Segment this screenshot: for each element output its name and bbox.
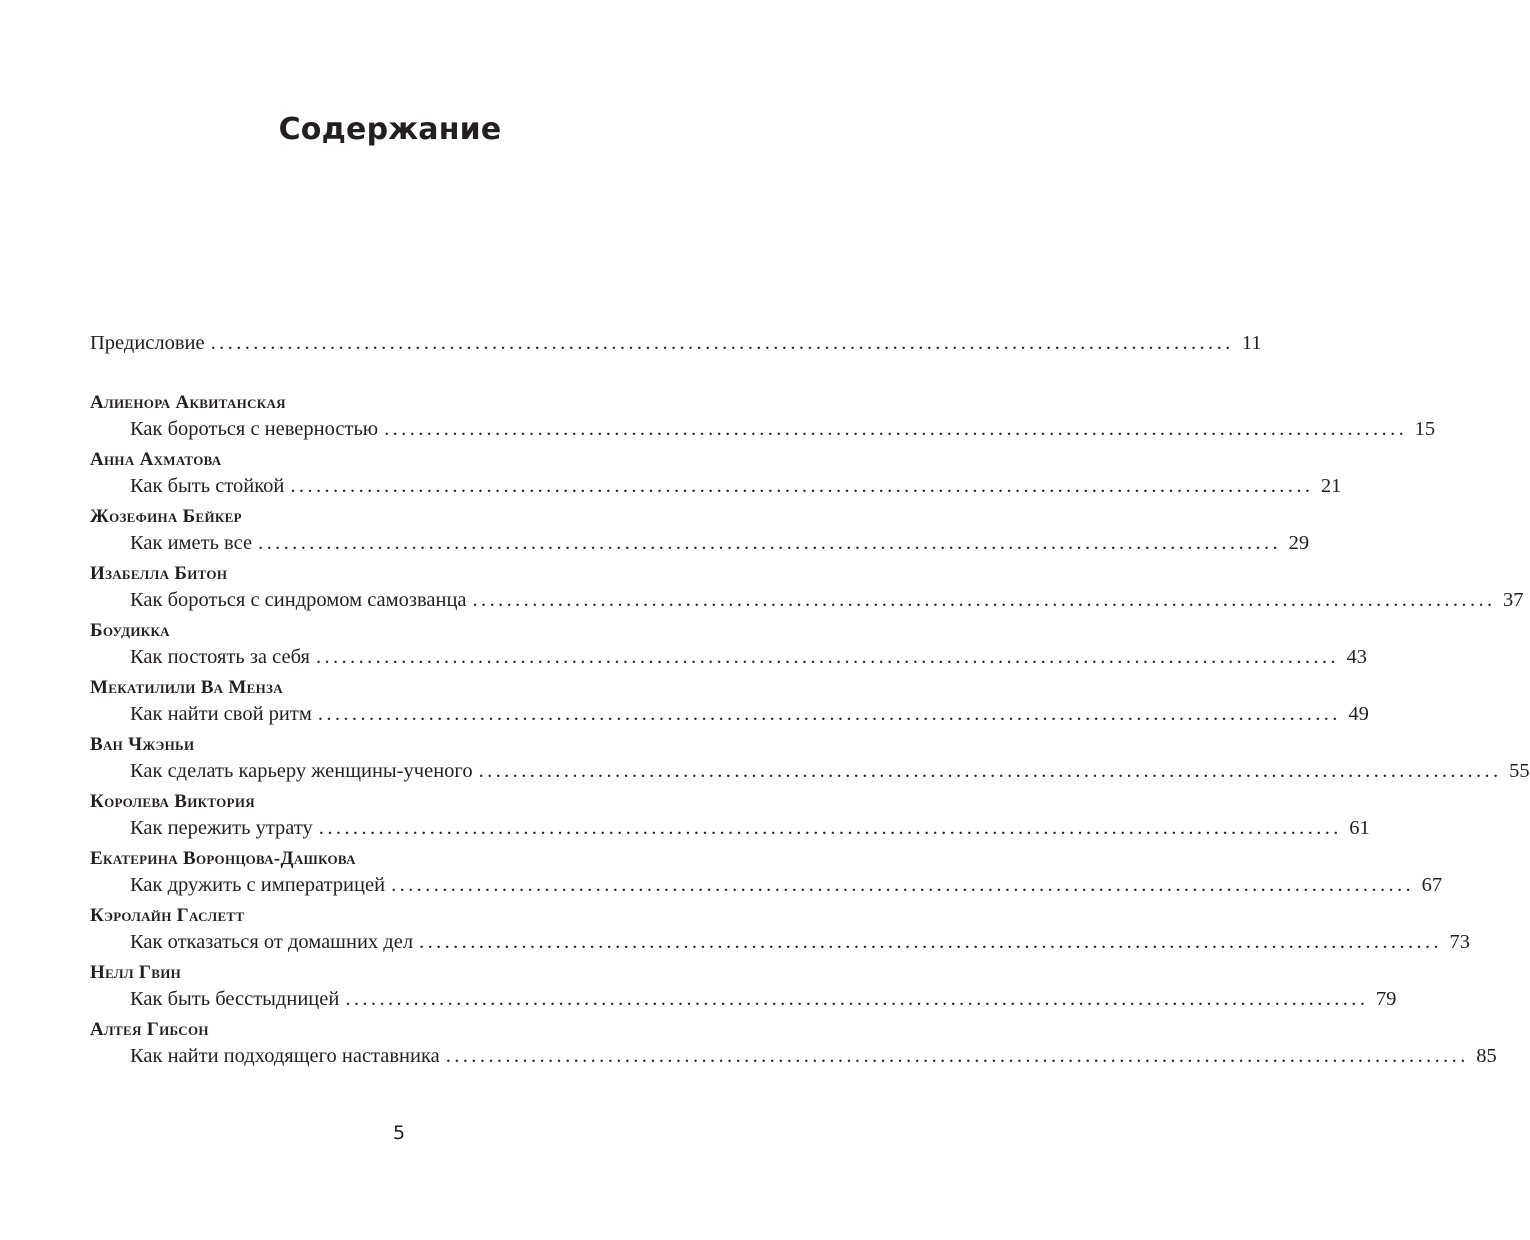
toc-chapter-title: Как иметь все [130,532,253,554]
toc-chapter-row [90,530,1310,556]
toc-chapter-row [90,644,1367,670]
toc-chapter-title: Как дружить с императрицей [130,874,386,896]
toc-chapter-page: 55 [1509,760,1530,782]
toc-entry [90,505,1310,556]
toc-chapter-row [90,758,1530,784]
toc-chapter-title: Как бороться с неверностью [130,418,379,440]
toc-author: Ван Чжэньи [90,734,195,755]
toc-chapter-page: 73 [1449,931,1471,953]
toc-chapter-page: 49 [1348,703,1369,725]
toc-entry [90,619,1367,670]
toc-author: Королева Виктория [90,791,255,812]
toc-entry [90,733,1530,784]
toc-author: Мекатилили Ва Менза [90,677,283,698]
toc-chapter-row [90,815,1370,841]
toc-chapter-page: 61 [1349,817,1370,839]
toc-chapter-row [90,416,1436,442]
toc-chapter-title: Как пережить утрату [130,817,313,839]
toc-chapter-page: 29 [1288,532,1310,554]
toc-chapter-title: Как отказаться от домашних дел [130,931,414,953]
toc-leader-dots: ........................................................................................................................ [345,988,1369,1010]
toc-author: Екатерина Воронцова-Дашкова [90,848,356,869]
page-title: Содержание [278,112,502,147]
toc-leader-dots: ........................................................................................................................ [391,874,1415,896]
toc-entry [90,1018,1497,1069]
toc-chapter-title: Как найти подходящего наставника [130,1045,440,1067]
toc-chapter-title: Как найти свой ритм [130,703,312,725]
toc-entry [90,904,1471,955]
toc-author: Анна Ахматова [90,449,222,470]
toc-author: Жозефина Бейкер [90,506,242,527]
toc-leader-dots: ........................................................................................................................ [445,1045,1469,1067]
toc-leader-dots: ........................................................................................................................ [258,532,1282,554]
toc-author: Изабелла Битон [90,563,228,584]
toc-preface-row [90,330,1262,356]
toc-leader-dots: ........................................................................................................................ [384,418,1408,440]
toc-chapter-row [90,1043,1497,1069]
toc-author: Боудикка [90,620,170,641]
toc-chapter-page: 43 [1346,646,1367,668]
toc-chapter-row [90,986,1397,1012]
toc-author: Алиенора Аквитанская [90,392,286,413]
toc-chapter-page: 15 [1414,418,1436,440]
toc-chapter-title: Как сделать карьеру женщины-ученого [130,760,473,782]
toc-chapter-page: 67 [1421,874,1443,896]
toc-entries [90,391,1530,1069]
toc-chapter-row [90,929,1471,955]
toc-entry [90,562,1524,613]
toc-entry [90,847,1443,898]
toc-chapter-page: 85 [1476,1045,1497,1067]
toc-chapter-page: 37 [1503,589,1524,611]
toc-chapter-page: 21 [1320,475,1342,497]
toc-leader-dots: ........................................................................................................................ [318,817,1342,839]
toc-leader-dots: ........................................................................................................................ [419,931,1443,953]
toc-leader-dots: ........................................................................................................................ [478,760,1502,782]
toc-chapter-title: Как бороться с синдромом самозванца [130,589,467,611]
toc-chapter-row [90,473,1342,499]
toc-leader-dots: ........................................................................................................................ [472,589,1496,611]
toc-preface-title: Предисловие [90,332,205,354]
toc-entry [90,790,1370,841]
toc-chapter-title: Как быть стойкой [130,475,285,497]
toc-entry [90,448,1342,499]
toc-chapter-row [90,701,1369,727]
page-number: 5 [392,1122,406,1144]
toc-chapter-page: 79 [1375,988,1397,1010]
toc-preface-page: 11 [1241,332,1262,354]
toc-leader-dots: ........................................................................................................................ [315,646,1339,668]
toc-leader-dots: ........................................................................................................................ [210,332,1234,354]
toc-entry [90,391,1436,442]
toc-author: Алтея Гибсон [90,1019,209,1040]
toc-chapter-title: Как постоять за себя [130,646,310,668]
toc-chapter-title: Как быть бесстыдницей [130,988,340,1010]
toc-chapter-row [90,587,1524,613]
toc-entry [90,676,1369,727]
toc-chapter-row [90,872,1443,898]
toc-entry [90,961,1397,1012]
toc-author: Нелл Гвин [90,962,182,983]
toc-leader-dots: ........................................................................................................................ [290,475,1314,497]
table-of-contents [90,330,1530,1075]
toc-author: Кэролайн Гаслетт [90,905,245,926]
toc-leader-dots: ........................................................................................................................ [317,703,1341,725]
